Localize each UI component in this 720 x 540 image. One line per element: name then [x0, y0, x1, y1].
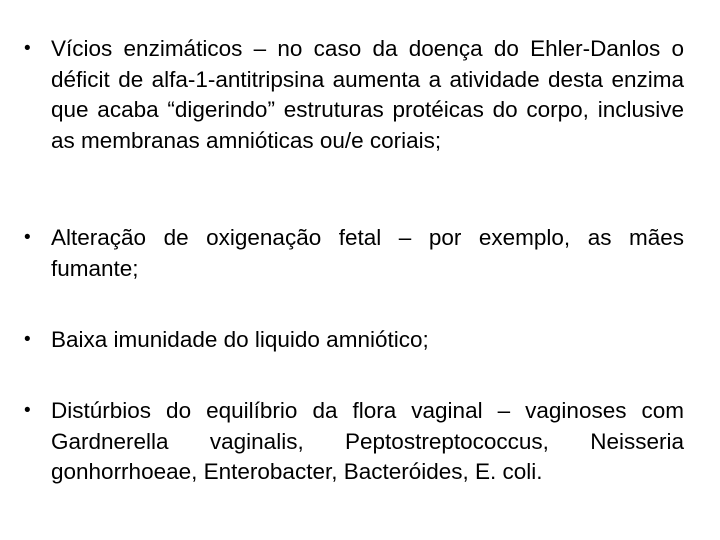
bullet-item-enzymatic-vices	[24, 34, 684, 156]
bullet-marker: •	[24, 38, 31, 59]
bullet-item-fetal-oxygenation	[24, 223, 684, 284]
bullet-text: Alteração de oxigenação fetal – por exemplo, as mães fumante;	[51, 225, 684, 281]
bullet-marker: •	[24, 400, 31, 421]
bullet-item-low-immunity	[24, 325, 684, 356]
bullet-item-vaginal-flora	[24, 396, 684, 488]
bullet-text: Vícios enzimáticos – no caso da doença do Ehler-Danlos o déficit de alfa-1-antitripsina aumenta a atividade desta enzima que acaba “digerindo” estruturas protéicas do corpo, inclusive as membranas amnióticas ou/e coriais;	[51, 36, 684, 153]
bullet-text: Distúrbios do equilíbrio da flora vaginal – vaginoses com Gardnerella vaginalis, Peptostreptococcus, Neisseria gonhorrhoeae, Enterobacter, Bacteróides, E. coli.	[51, 398, 684, 484]
bullet-marker: •	[24, 227, 31, 248]
bullet-text: Baixa imunidade do liquido amniótico;	[51, 327, 429, 352]
bullet-marker: •	[24, 329, 31, 350]
